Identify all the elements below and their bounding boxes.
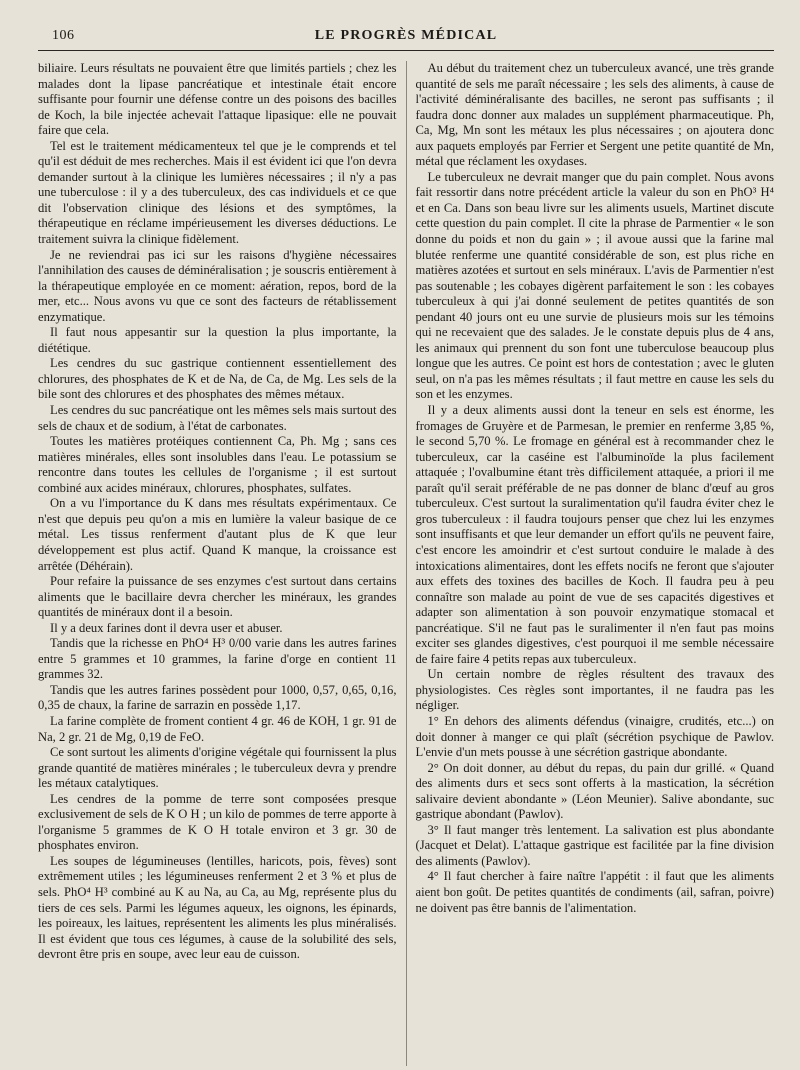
paragraph: biliaire. Leurs résultats ne pouvaient être que limités partiels ; chez les malades dont la lipase pancréatique et intestinale était encore suffisante pour fournir une défense contre un des poisons des bacilles de Koch, la bile injectée achevait l'attaque lipasique: elle ne pouvait faire que cela.: [38, 61, 397, 138]
paragraph: Au début du traitement chez un tuberculeux avancé, une très grande quantité de sels me paraît nécessaire ; les sels des aliments, à cause de l'activité déminéralisante des bacilles, ne seront pas suffisants ; il faudra donc donner aux malades un supplément pharmaceutique. Ph, Ca, Mg, Mn sont les métaux les plus nécessaires ; on ajoutera donc aux paquets employés par Ferrier et Sergent une petite quantité de Mn, métal que réclament les oxydases.: [415, 61, 774, 169]
paragraph: Les cendres du suc gastrique contiennent essentiellement des chlorures, des phosphates de K et de Na, de Ca, de Mg. Les sels de la bile sont des chlorures et des phosphates des mêmes métaux.: [38, 356, 397, 402]
paragraph: 1° En dehors des aliments défendus (vinaigre, crudités, etc...) on doit donner à manger ce qui plaît (sécrétion psychique de Pawlov. L'envie d'un mets pousse à une sécrétion gastrique abondante.: [415, 713, 774, 760]
left-column: [38, 61, 397, 1066]
paragraph: Le tuberculeux ne devrait manger que du pain complet. Nous avons fait ressortir dans notre précédent article la valeur du son en PhO³ H⁴ et en Ca. Dans son beau livre sur les aliments usuels, Martinet discute cette question du pain complet. Il cite la phrase de Parmentier « le son donne du poids et non du gain » ; il avoue aussi que la farine mal blutée renferme une quantité considérable de son, est plus riche en matières azotées et surtout en sels minéraux. L'avis de Parmentier n'est pas soutenable ; les cobayes digèrent parfaitement le son : les cobayes tuberculeux à qui j'ai donné seulement de petites quantités de son pendant 40 jours ont eu une survie de plusieurs mois sur les témoins qui ne recevaient que des salades. Je le constate depuis plus de 4 ans, les animaux qui prennent du son font une tuberculose beaucoup plus longue que les autres. Ce point est hors de contestation ; avec le gluten seul, on n'a pas les mêmes résultats ; il faut mettre en cause les sels du son et les enzymes.: [415, 169, 774, 402]
paragraph: On a vu l'importance du K dans mes résultats expérimentaux. Ce n'est que depuis peu qu'on a mis en lumière la valeur basique de ce métal. Les tissus renferment d'autant plus de K que leur développement est plus actif. Quand K manque, la croissance est arrêtée (Déhérain).: [38, 496, 397, 573]
paragraph: Ce sont surtout les aliments d'origine végétale qui fournissent la plus grande quantité de matières minérales ; le tuberculeux devra y prendre les métaux catalytiques.: [38, 745, 397, 791]
paragraph: Un certain nombre de règles résultent des travaux des physiologistes. Ces règles sont importantes, il ne faudra pas les négliger.: [415, 667, 774, 713]
journal-title: LE PROGRÈS MÉDICAL: [314, 28, 498, 43]
paragraph: La farine complète de froment contient 4 gr. 46 de KOH, 1 gr. 91 de Na, 2 gr. 21 de Mg, 0,19 de FeO.: [38, 713, 397, 744]
text-columns: [38, 61, 774, 1066]
paragraph: Tel est le traitement médicamenteux tel que je le comprends et tel qu'il est déduit de mes recherches. Mais il est évident ici que l'on devra demander surtout à la clinique les lumières nécessaires ; il n'y a pas une tuberculose : il y a des tuberculeux, des cas individuels et ce que dit l'observation clinique des lésions et des symptômes, la thérapeutique en réclame impérieusement les diverses déductions. Le traitement suivra la clinique fidèlement.: [38, 138, 397, 247]
paragraph: 4° Il faut chercher à faire naître l'appétit : il faut que les aliments aient bon goût. De petites quantités de condiments (ail, safran, poivre) ne doivent pas être bannis de l'alimentation.: [415, 869, 774, 915]
paragraph: Pour refaire la puissance de ses enzymes c'est surtout dans certains aliments que le bacillaire devra chercher les minéraux, les grandes quantités de minéraux dont il a besoin.: [38, 574, 397, 620]
running-header: [38, 28, 774, 51]
paragraph: Il y a deux aliments aussi dont la teneur en sels est énorme, les fromages de Gruyère et de Parmesan, le premier en renferme 3,85 %, le second 5,70 %. Le fromage en général est à recommander chez le tuberculeux, car la caséine est l'albuminoïde la plus facilement attaquée ; l'ovalbumine étant très difficilement attaquée, a priori il me paraît qu'il serait préférable de ne pas donner de blanc d'œuf au gros tuberculeux. C'est surtout la suralimentation qu'il faudra éviter chez le gros tuberculeux : il faudra toujours penser que chez lui les enzymes sont insuffisants et que leur demander un effort qu'ils ne peuvent faire, c'est encore les amoindrir et c'est surtout conduire le malade à des intoxications alimentaires, dont les effets nocifs ne feront que s'ajouter aux effets des toxines des bacilles de Koch. Il faudra peu à peu connaître son malade au point de vue de ses capacités digestives et adapter son alimentation à son pouvoir enzymatique stomacal et pancréatique. S'il ne faut pas le suralimenter il n'en faut pas moins exciter ses glandes digestives, c'est pourquoi il me semble nécessaire de faire faire 4 petits repas aux tuberculeux.: [415, 403, 774, 666]
paragraph: Les soupes de légumineuses (lentilles, haricots, pois, fèves) sont extrêmement utiles ; les légumineuses renferment 2 et 3 % et plus de sels. PhO⁴ H³ combiné au K au Na, au Ca, au Mg, représente plus du tiers de ces sels. Parmi les légumes aqueux, les oignons, les épinards, les poireaux, les laitues, représentent les aliments les plus minéralisés. Il est évident que tous ces légumes, à cause de la solubilité des sels, devront être pris en soupe, avec leur eau de cuisson.: [38, 853, 397, 962]
page-number: 106: [52, 28, 75, 43]
paragraph: Toutes les matières protéiques contiennent Ca, Ph. Mg ; sans ces matières minérales, elles sont insolubles dans l'eau. Le potassium se rencontre dans toutes les cellules de l'organisme ; il est surtout combiné aux acides minéraux, chlorures, phosphates, sulfates.: [38, 434, 397, 495]
paragraph: Les cendres de la pomme de terre sont composées presque exclusivement de sels de K O H ; un kilo de pommes de terre apporte à l'organisme 5 grammes de K O H totale environ et 3 gr. 30 de phosphates environ.: [38, 791, 397, 853]
paragraph: Tandis que la richesse en PhO⁴ H³ 0/00 varie dans les autres farines entre 5 grammes et 10 grammes, la farine d'orge en contient 11 grammes 32.: [38, 636, 397, 682]
paragraph: Il y a deux farines dont il devra user et abuser.: [50, 620, 283, 635]
paragraph: 3° Il faut manger très lentement. La salivation est plus abondante (Jacquet et Delat). L'attaque gastrique est facilitée par la fine division des aliments (Pawlov).: [415, 822, 774, 868]
paragraph: Je ne reviendrai pas ici sur les raisons d'hygiène nécessaires l'annihilation des causes de déminéralisation ; je souscris entièrement à la thérapeutique employée en ce moment: aération, repos, bord de la mer, etc... Nous avons vu que ce sont des facteurs de rétablissement enzymatique.: [38, 247, 397, 324]
paragraph: 2° On doit donner, au début du repas, du pain dur grillé. « Quand des aliments durs et secs sont offerts à la mastication, la sécrétion salivaire devient abondante » (Léon Meunier). Salive abondante, suc gastrique abondant (Pawlov).: [415, 760, 774, 822]
paragraph: Tandis que les autres farines possèdent pour 1000, 0,57, 0,65, 0,16, 0,35 de chaux, la farine de sarrazin en possède 1,17.: [38, 682, 397, 713]
paragraph: Les cendres du suc pancréatique ont les mêmes sels mais surtout des sels de chaux et de sodium, à l'état de carbonates.: [38, 403, 397, 433]
column-divider: [406, 61, 407, 1066]
paragraph: Il faut nous appesantir sur la question la plus importante, la diététique.: [38, 325, 397, 355]
right-column: [416, 61, 775, 1066]
